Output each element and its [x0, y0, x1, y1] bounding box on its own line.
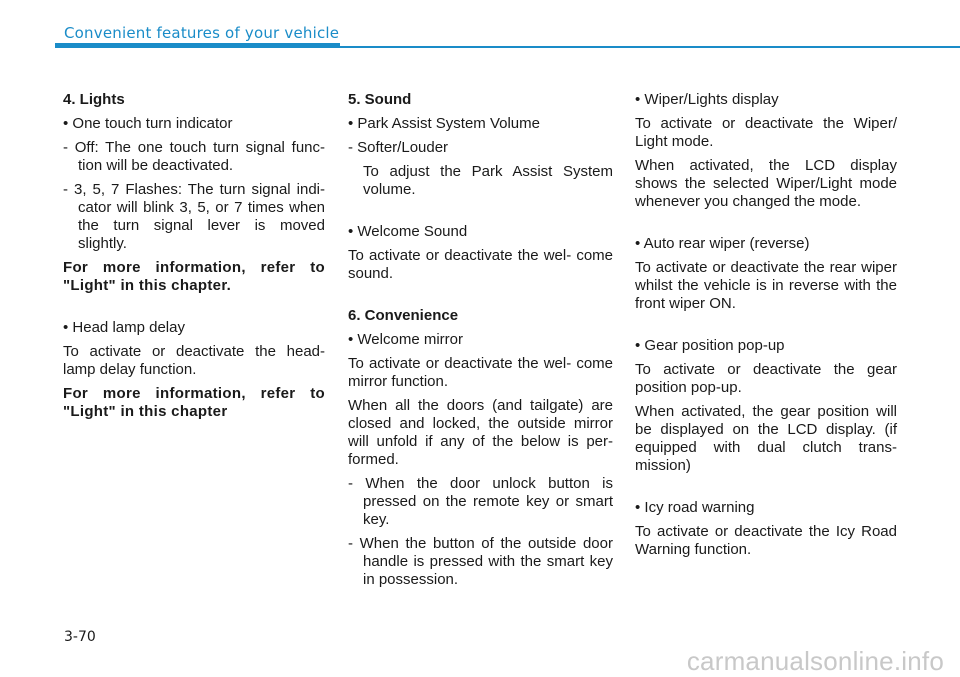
- bullet-auto-rear-wiper: • Auto rear wiper (reverse): [635, 235, 810, 252]
- text-wiper-lights: To activate or deactivate the Wiper/ Light mode.: [635, 115, 897, 150]
- column-sound-convenience: [348, 91, 613, 595]
- column-lights: [63, 91, 325, 427]
- bullet-welcome-sound: • Welcome Sound: [348, 223, 468, 240]
- note-light-1: For more information, refer to "Light" in this chapter.: [63, 259, 325, 294]
- bullet-welcome-mirror: • Welcome mirror: [348, 331, 463, 348]
- text-gear-position-detail: When activated, the gear position will be displayed on the LCD display. (if equipped with dual clutch trans- mission): [635, 403, 897, 474]
- page-number: 3-70: [64, 629, 96, 645]
- text-welcome-sound: To activate or deactivate the wel- come sound.: [348, 247, 613, 282]
- header-rule-thick: [55, 43, 340, 48]
- header-rule-thin: [340, 46, 960, 48]
- note-light-2: For more information, refer to "Light" in this chapter: [63, 385, 325, 420]
- heading-lights: 4. Lights: [63, 91, 125, 108]
- text-gear-position: To activate or deactivate the gear position pop-up.: [635, 361, 897, 396]
- heading-convenience: 6. Convenience: [348, 307, 459, 324]
- text-welcome-mirror: To activate or deactivate the wel- come mirror function.: [348, 355, 613, 390]
- bullet-one-touch: • One touch turn indicator: [63, 115, 233, 132]
- text-auto-rear-wiper: To activate or deactivate the rear wiper whilst the vehicle is in reverse with the front wiper ON.: [635, 259, 897, 312]
- item-door-handle: - When the button of the outside door handle is pressed with the smart key in possession.: [348, 535, 613, 588]
- bullet-park-assist: • Park Assist System Volume: [348, 115, 540, 132]
- bullet-head-lamp-delay: • Head lamp delay: [63, 319, 185, 336]
- column-display: [635, 91, 897, 565]
- text-mirror-conditions: When all the doors (and tailgate) are closed and locked, the outside mirror will unfold if any of the below is per- formed.: [348, 397, 613, 468]
- bullet-icy-road: • Icy road warning: [635, 499, 755, 516]
- text-park-assist: To adjust the Park Assist System volume.: [363, 163, 613, 198]
- watermark: carmanualsonline.info: [686, 646, 944, 676]
- text-wiper-lights-detail: When activated, the LCD display shows the selected Wiper/Light mode whenever you changed the mode.: [635, 157, 897, 210]
- section-title: Convenient features of your vehicle: [64, 24, 340, 42]
- item-softer-louder: - Softer/Louder: [348, 139, 449, 156]
- item-unlock-button: - When the door unlock button is pressed on the remote key or smart key.: [348, 475, 613, 528]
- text-icy-road: To activate or deactivate the Icy Road Warning function.: [635, 523, 897, 558]
- item-off: - Off: The one touch turn signal func- tion will be deactivated.: [63, 139, 325, 174]
- bullet-wiper-lights: • Wiper/Lights display: [635, 91, 779, 108]
- heading-sound: 5. Sound: [348, 91, 412, 108]
- text-head-lamp-delay: To activate or deactivate the head- lamp delay function.: [63, 343, 325, 378]
- bullet-gear-position: • Gear position pop-up: [635, 337, 785, 354]
- item-flashes: - 3, 5, 7 Flashes: The turn signal indi- cator will blink 3, 5, or 7 times when the turn signal lever is moved slightly.: [63, 181, 325, 252]
